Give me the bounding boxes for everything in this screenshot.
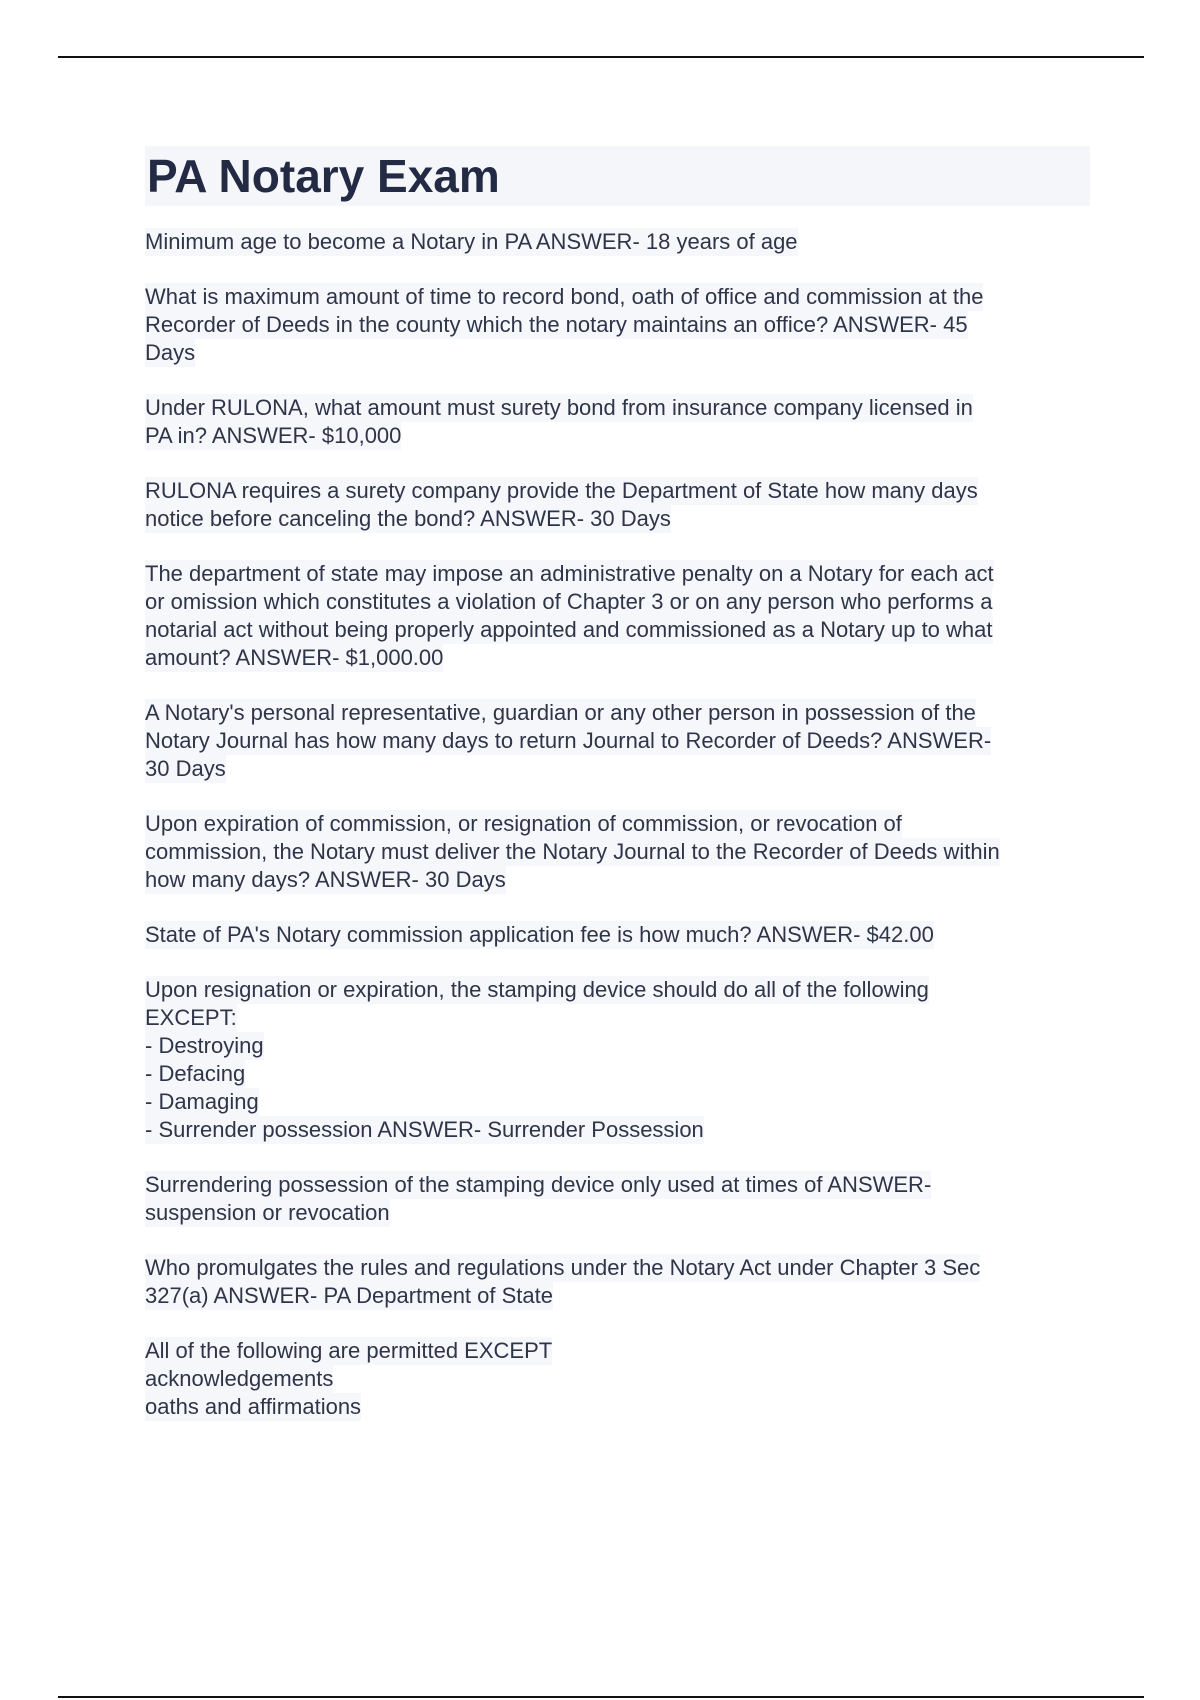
qa-line: suspension or revocation (145, 1200, 390, 1225)
qa-line: RULONA requires a surety company provide the Department of State how many days (145, 478, 978, 503)
qa-line: notarial act without being properly appointed and commissioned as a Notary up to what (145, 617, 993, 642)
page-title: PA Notary Exam (145, 146, 1090, 206)
qa-line: 327(a) ANSWER- PA Department of State (145, 1283, 553, 1308)
qa-item (145, 560, 1090, 672)
qa-line: EXCEPT: (145, 1005, 237, 1030)
qa-line: notice before canceling the bond? ANSWER- 30 Days (145, 506, 671, 531)
qa-line: All of the following are permitted EXCEPT (145, 1338, 553, 1363)
qa-line: State of PA's Notary commission application fee is how much? ANSWER- $42.00 (145, 922, 934, 947)
qa-line: Recorder of Deeds in the county which the notary maintains an office? ANSWER- 45 (145, 312, 968, 337)
qa-line: A Notary's personal representative, guardian or any other person in possession of the (145, 700, 976, 725)
qa-line: how many days? ANSWER- 30 Days (145, 867, 506, 892)
qa-line: PA in? ANSWER- $10,000 (145, 423, 402, 448)
qa-item (145, 394, 1090, 450)
qa-list (145, 228, 1090, 1421)
qa-line: Under RULONA, what amount must surety bond from insurance company licensed in (145, 395, 973, 420)
qa-line: Who promulgates the rules and regulations under the Notary Act under Chapter 3 Sec (145, 1255, 981, 1280)
qa-item (145, 1171, 1090, 1227)
qa-item (145, 228, 1090, 256)
qa-line: Minimum age to become a Notary in PA ANSWER- 18 years of age (145, 229, 798, 254)
qa-line: 30 Days (145, 756, 226, 781)
qa-line: amount? ANSWER- $1,000.00 (145, 645, 444, 670)
qa-line: Days (145, 340, 196, 365)
qa-line: Surrendering possession of the stamping device only used at times of ANSWER- (145, 1172, 932, 1197)
qa-line: - Surrender possession ANSWER- Surrender Possession (145, 1117, 704, 1142)
top-rule (58, 56, 1144, 58)
qa-line: commission, the Notary must deliver the Notary Journal to the Recorder of Deeds within (145, 839, 1000, 864)
qa-line: - Defacing (145, 1061, 246, 1086)
qa-line: - Destroying (145, 1033, 264, 1058)
qa-line: or omission which constitutes a violation of Chapter 3 or on any person who performs a (145, 589, 993, 614)
qa-line: What is maximum amount of time to record bond, oath of office and commission at the (145, 284, 984, 309)
qa-line: The department of state may impose an administrative penalty on a Notary for each act (145, 561, 994, 586)
qa-item (145, 477, 1090, 533)
qa-item (145, 699, 1090, 783)
document-body (145, 146, 1090, 1448)
qa-item (145, 921, 1090, 949)
qa-item (145, 1337, 1090, 1421)
qa-line: oaths and affirmations (145, 1394, 362, 1419)
qa-item (145, 810, 1090, 894)
qa-item (145, 1254, 1090, 1310)
qa-line: - Damaging (145, 1089, 259, 1114)
qa-line: Upon expiration of commission, or resignation of commission, or revocation of (145, 811, 902, 836)
qa-item (145, 283, 1090, 367)
qa-line: Notary Journal has how many days to return Journal to Recorder of Deeds? ANSWER- (145, 728, 992, 753)
qa-item (145, 976, 1090, 1144)
bottom-rule (58, 1696, 1144, 1698)
qa-line: Upon resignation or expiration, the stamping device should do all of the following (145, 977, 929, 1002)
qa-line: acknowledgements (145, 1366, 334, 1391)
